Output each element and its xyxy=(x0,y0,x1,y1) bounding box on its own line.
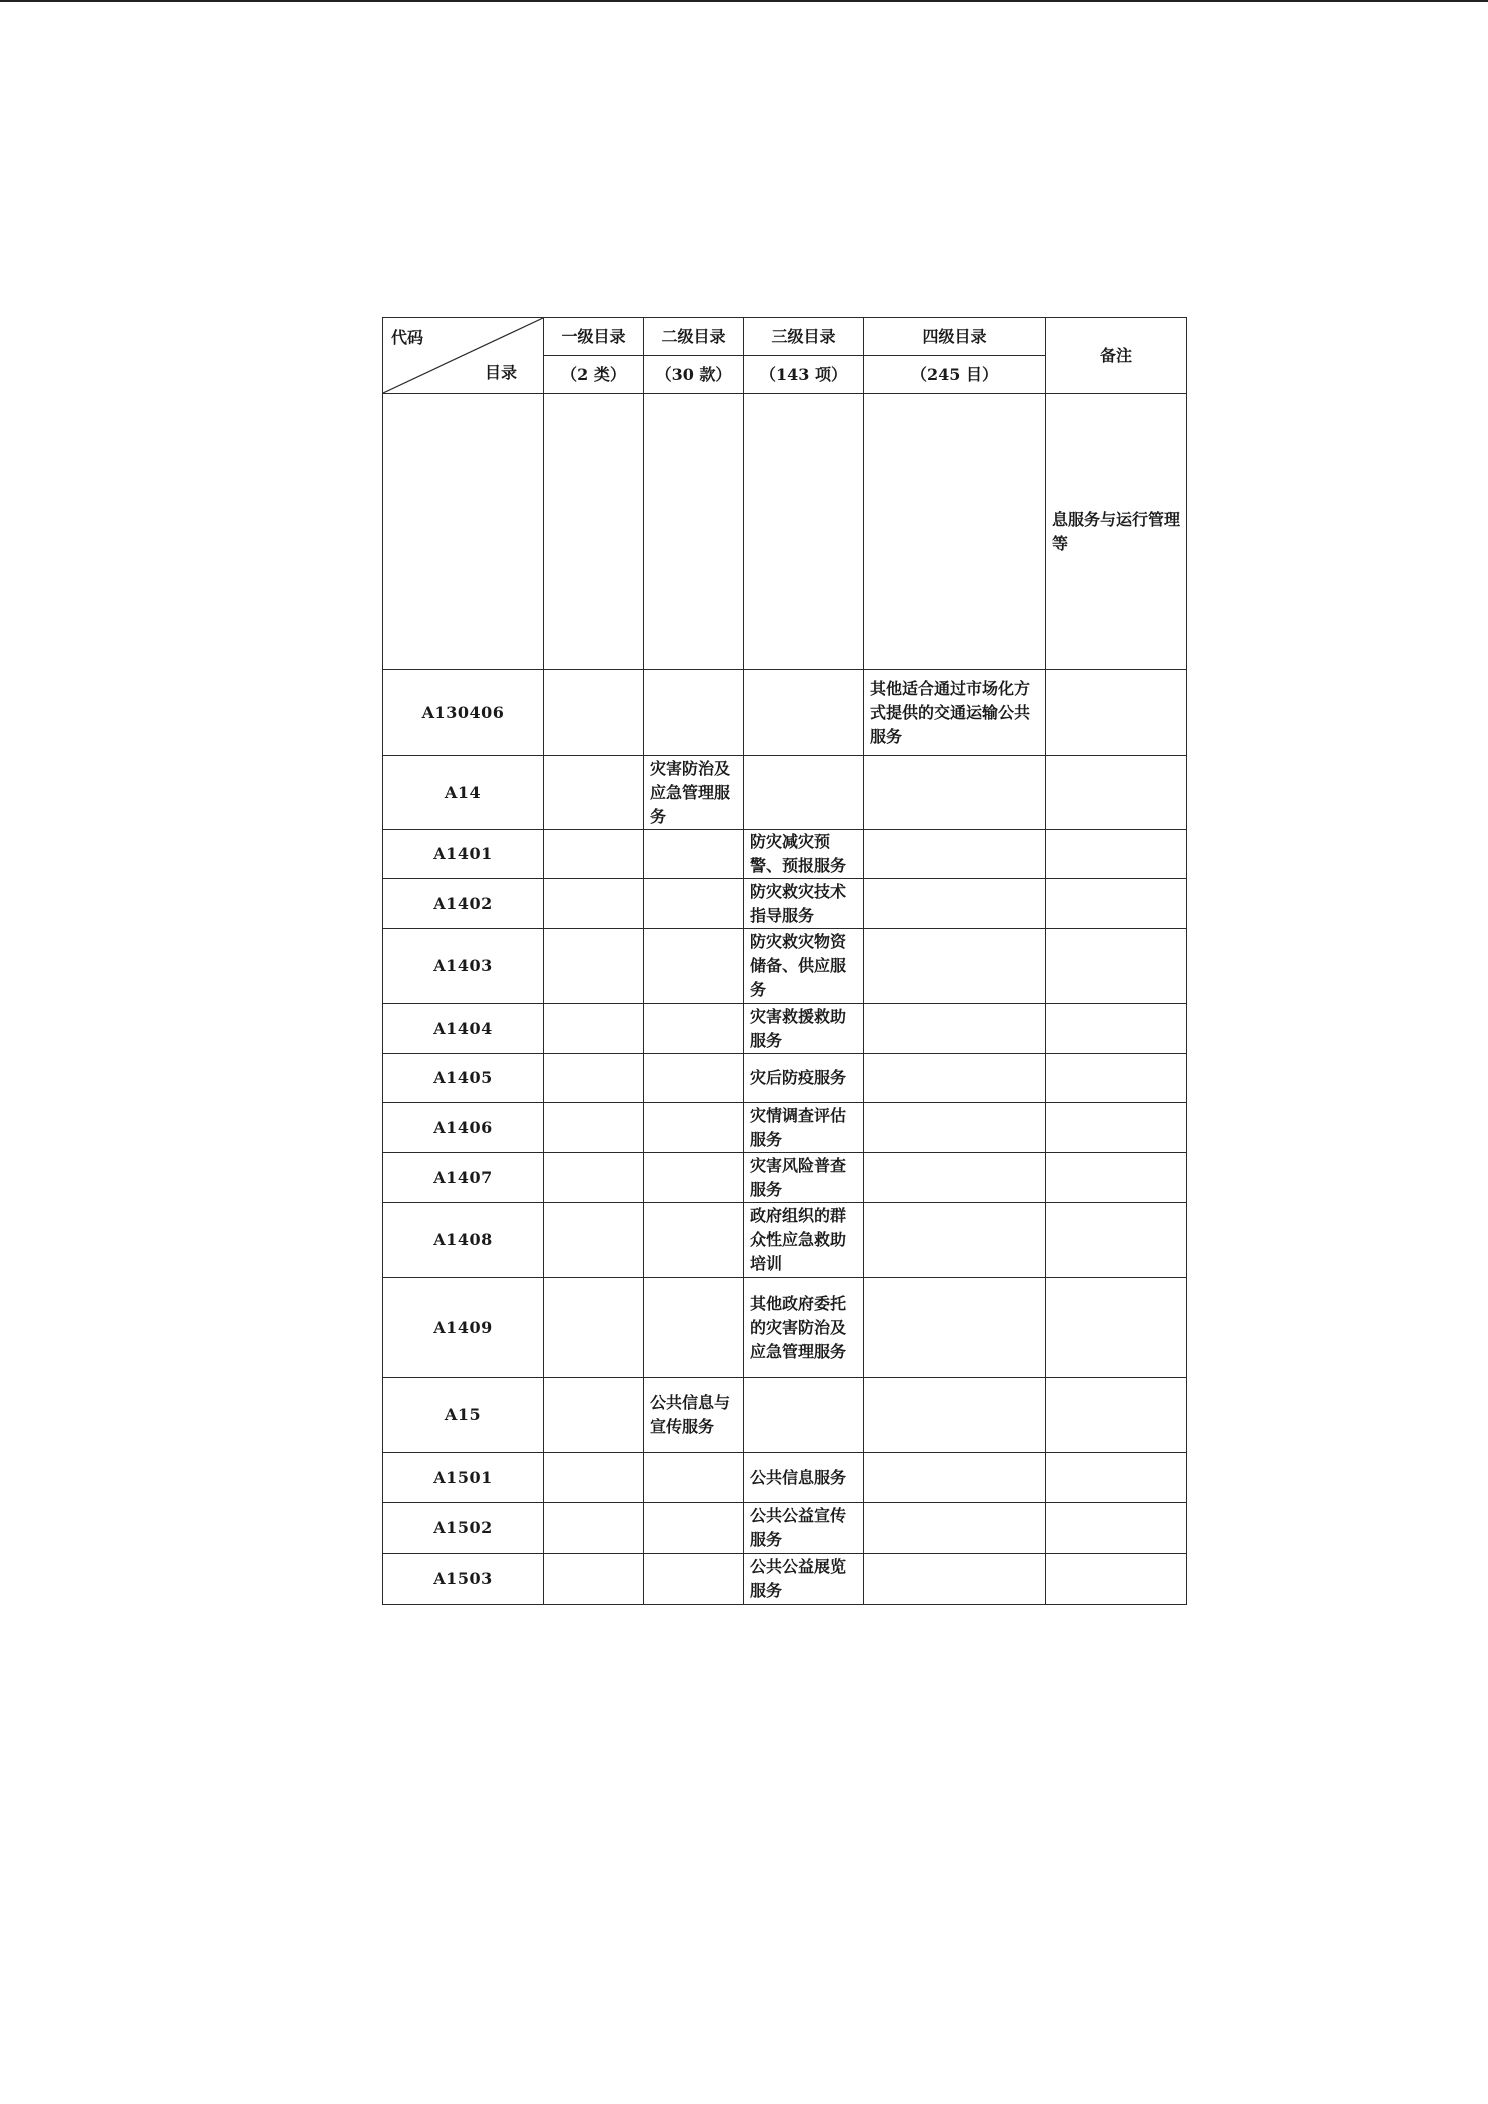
row-level3 xyxy=(744,1378,864,1453)
table-row xyxy=(383,929,1187,1004)
row-code xyxy=(383,394,544,670)
level3-header-title: 三级目录 xyxy=(744,318,864,356)
row-level1 xyxy=(544,1278,644,1378)
row-level1 xyxy=(544,1004,644,1054)
row-level1 xyxy=(544,670,644,756)
row-level3 xyxy=(744,394,864,670)
row-note xyxy=(1046,1554,1187,1605)
row-level2 xyxy=(644,1203,744,1278)
row-level3: 防灾减灾预警、预报服务 xyxy=(744,830,864,879)
level4-header-title: 四级目录 xyxy=(864,318,1046,356)
row-note xyxy=(1046,1203,1187,1278)
row-level2 xyxy=(644,1554,744,1605)
row-level2 xyxy=(644,394,744,670)
row-level1 xyxy=(544,394,644,670)
catalog-sheet xyxy=(382,317,1186,1605)
row-level1 xyxy=(544,1103,644,1153)
level1-header-count: （2 类） xyxy=(544,356,644,394)
row-level2 xyxy=(644,1153,744,1203)
table-row xyxy=(383,1278,1187,1378)
row-level3: 其他政府委托的灾害防治及应急管理服务 xyxy=(744,1278,864,1378)
level1-header-title: 一级目录 xyxy=(544,318,644,356)
row-level4 xyxy=(864,879,1046,929)
row-code: A1405 xyxy=(383,1054,544,1103)
row-level2 xyxy=(644,1004,744,1054)
row-level4 xyxy=(864,1278,1046,1378)
row-note xyxy=(1046,1054,1187,1103)
row-level3: 政府组织的群众性应急救助培训 xyxy=(744,1203,864,1278)
row-note xyxy=(1046,830,1187,879)
row-level2: 公共信息与宣传服务 xyxy=(644,1378,744,1453)
row-code: A1406 xyxy=(383,1103,544,1153)
row-level2: 灾害防治及应急管理服务 xyxy=(644,756,744,830)
row-code: A1409 xyxy=(383,1278,544,1378)
row-level3: 灾情调查评估服务 xyxy=(744,1103,864,1153)
row-level4 xyxy=(864,394,1046,670)
row-code: A1402 xyxy=(383,879,544,929)
row-level4 xyxy=(864,1203,1046,1278)
row-code: A1501 xyxy=(383,1453,544,1503)
row-code: A1407 xyxy=(383,1153,544,1203)
row-note xyxy=(1046,1278,1187,1378)
row-level3: 公共公益展览服务 xyxy=(744,1554,864,1605)
row-code: A1403 xyxy=(383,929,544,1004)
row-level4 xyxy=(864,1054,1046,1103)
row-level2 xyxy=(644,879,744,929)
table-row xyxy=(383,670,1187,756)
table-row xyxy=(383,1054,1187,1103)
row-level2 xyxy=(644,1503,744,1554)
level2-header-title: 二级目录 xyxy=(644,318,744,356)
row-level4 xyxy=(864,1004,1046,1054)
level2-header-count: （30 款） xyxy=(644,356,744,394)
row-level1 xyxy=(544,1378,644,1453)
row-level1 xyxy=(544,879,644,929)
row-level1 xyxy=(544,929,644,1004)
row-level3: 防灾救灾物资储备、供应服务 xyxy=(744,929,864,1004)
table-row xyxy=(383,1203,1187,1278)
note-header: 备注 xyxy=(1046,318,1187,394)
row-note xyxy=(1046,1153,1187,1203)
row-note xyxy=(1046,1378,1187,1453)
row-level1 xyxy=(544,1453,644,1503)
row-code: A14 xyxy=(383,756,544,830)
row-note xyxy=(1046,1503,1187,1554)
row-level3: 灾后防疫服务 xyxy=(744,1054,864,1103)
row-level4 xyxy=(864,1153,1046,1203)
table-row xyxy=(383,830,1187,879)
row-level3: 灾害救援救助服务 xyxy=(744,1004,864,1054)
table-row xyxy=(383,879,1187,929)
row-level4 xyxy=(864,756,1046,830)
scan-edge-line xyxy=(0,0,1488,2)
row-level3: 公共公益宣传服务 xyxy=(744,1503,864,1554)
row-note xyxy=(1046,1103,1187,1153)
row-level2 xyxy=(644,1054,744,1103)
row-level2 xyxy=(644,1453,744,1503)
row-note xyxy=(1046,1004,1187,1054)
row-code: A1408 xyxy=(383,1203,544,1278)
row-level4 xyxy=(864,1378,1046,1453)
row-level4 xyxy=(864,1554,1046,1605)
row-level3 xyxy=(744,670,864,756)
catalog-header-label: 目录 xyxy=(484,363,517,382)
row-note xyxy=(1046,670,1187,756)
table-row xyxy=(383,1503,1187,1554)
row-level3: 灾害风险普查服务 xyxy=(744,1153,864,1203)
row-note xyxy=(1046,879,1187,929)
row-level4 xyxy=(864,830,1046,879)
row-level4 xyxy=(864,929,1046,1004)
table-row xyxy=(383,1153,1187,1203)
row-code: A1404 xyxy=(383,1004,544,1054)
row-note xyxy=(1046,1453,1187,1503)
row-code: A1502 xyxy=(383,1503,544,1554)
level3-header-count: （143 项） xyxy=(744,356,864,394)
row-level2 xyxy=(644,1278,744,1378)
row-code: A1401 xyxy=(383,830,544,879)
row-level4 xyxy=(864,1103,1046,1153)
row-code: A1503 xyxy=(383,1554,544,1605)
code-header-label: 代码 xyxy=(391,328,424,347)
row-level1 xyxy=(544,1153,644,1203)
row-level3 xyxy=(744,756,864,830)
table-row xyxy=(383,756,1187,830)
level4-header-count: （245 目） xyxy=(864,356,1046,394)
table-row xyxy=(383,1378,1187,1453)
catalog-table xyxy=(382,317,1187,1605)
row-level4: 其他适合通过市场化方式提供的交通运输公共服务 xyxy=(864,670,1046,756)
row-level2 xyxy=(644,830,744,879)
row-note xyxy=(1046,929,1187,1004)
table-row xyxy=(383,394,1187,670)
table-row xyxy=(383,1004,1187,1054)
row-level1 xyxy=(544,756,644,830)
row-note xyxy=(1046,756,1187,830)
header-row-titles xyxy=(383,318,1187,356)
row-level1 xyxy=(544,1554,644,1605)
row-level4 xyxy=(864,1453,1046,1503)
row-code: A130406 xyxy=(383,670,544,756)
row-level1 xyxy=(544,830,644,879)
row-level4 xyxy=(864,1503,1046,1554)
row-level1 xyxy=(544,1054,644,1103)
table-row xyxy=(383,1453,1187,1503)
table-row xyxy=(383,1554,1187,1605)
diagonal-header-cell xyxy=(383,318,544,394)
row-note: 息服务与运行管理等 xyxy=(1046,394,1187,670)
row-level2 xyxy=(644,929,744,1004)
table-row xyxy=(383,1103,1187,1153)
row-level1 xyxy=(544,1203,644,1278)
row-level2 xyxy=(644,1103,744,1153)
row-level2 xyxy=(644,670,744,756)
row-level1 xyxy=(544,1503,644,1554)
row-level3: 公共信息服务 xyxy=(744,1453,864,1503)
row-code: A15 xyxy=(383,1378,544,1453)
row-level3: 防灾救灾技术指导服务 xyxy=(744,879,864,929)
